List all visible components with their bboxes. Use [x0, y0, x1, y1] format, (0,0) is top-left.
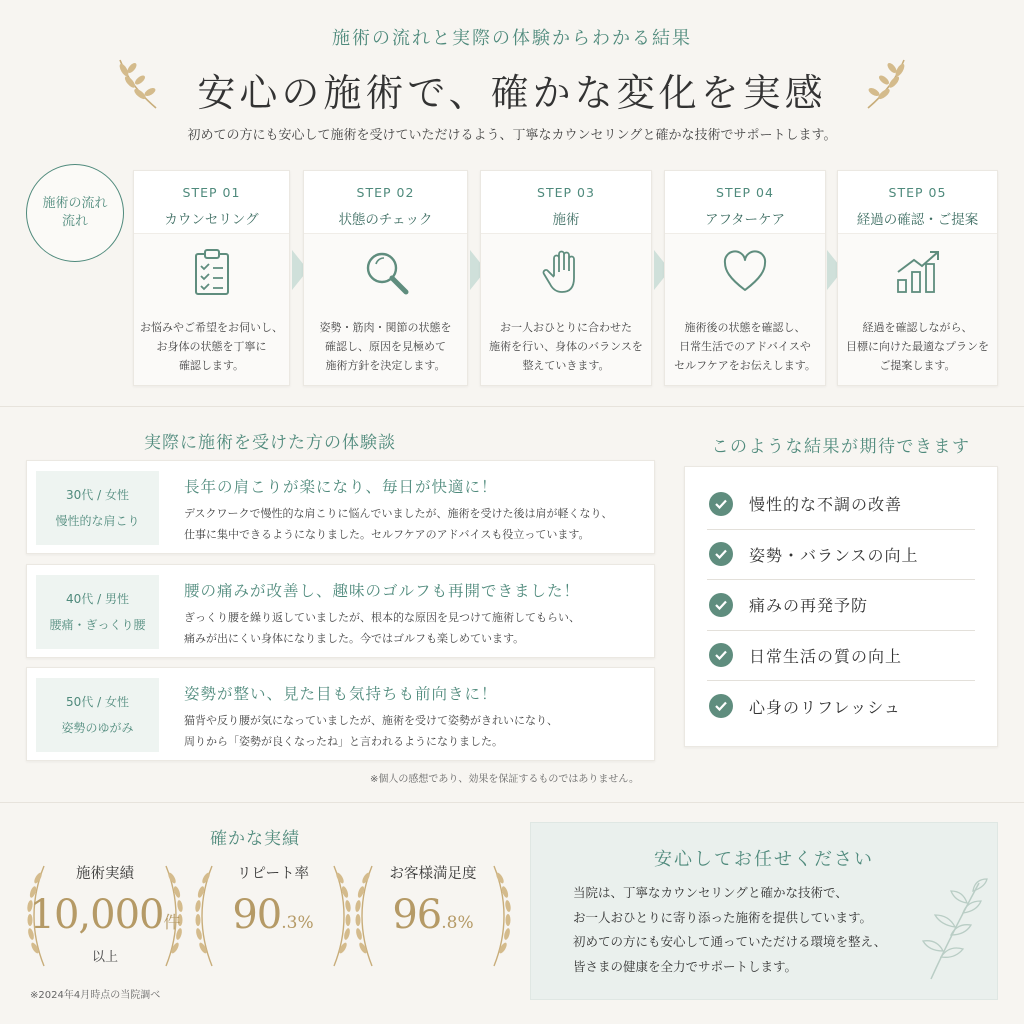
step-number: STEP 02 — [356, 185, 415, 200]
step-desc-line: 姿勢・筋肉・関節の状態を — [319, 321, 452, 334]
step-number: STEP 04 — [716, 185, 774, 200]
testimonial-text-line: 猫背や反り腰が気になっていましたが、施術を受けて姿勢がきれいになり、 — [184, 714, 558, 727]
section-divider — [0, 406, 1024, 407]
check-circle-icon — [709, 643, 733, 667]
step-number: STEP 01 — [182, 185, 241, 200]
step-card-3 — [480, 170, 652, 386]
stat-label: お客様満足度 — [389, 866, 477, 882]
testimonial-text-line: 周りから「姿勢が良くなったね」と言われるようになりました。 — [184, 735, 503, 748]
stats-footnote: ※2024年4月時点の当院調べ — [30, 990, 161, 1001]
check-circle-icon — [709, 542, 733, 566]
testimonial-meta — [36, 471, 159, 545]
step-desc-line: 施術後の状態を確認し、 — [684, 321, 806, 334]
step-card-1 — [133, 170, 290, 386]
stat-repeat-rate — [188, 862, 358, 972]
check-circle-icon — [709, 492, 733, 516]
testimonial-meta — [36, 678, 159, 752]
testimonial-text-line: 痛みが出にくい身体になりました。今ではゴルフも楽しめています。 — [184, 632, 525, 645]
testimonial-title: 腰の痛みが改善し、趣味のゴルフも再開できました！ — [184, 582, 581, 600]
stat-unit: .8% — [441, 913, 474, 933]
step-desc-line: 施術方針を決定します。 — [325, 359, 446, 372]
trust-text-line: 当院は、丁寧なカウンセリングと確かな技術で、 — [573, 885, 848, 900]
results-list — [684, 466, 998, 747]
testimonial-concern: 姿勢のゆがみ — [61, 721, 134, 735]
testimonial-card — [26, 460, 655, 554]
heart-icon — [719, 246, 771, 298]
step-name: カウンセリング — [164, 212, 259, 228]
trust-text-line: 皆さまの健康を全力でサポートします。 — [573, 958, 798, 974]
step-desc-line: 整えていきます。 — [522, 359, 610, 372]
step-desc-line: お悩みやご希望をお伺いし、 — [140, 321, 283, 334]
step-card-4 — [664, 170, 826, 386]
step-desc-line: 日常生活でのアドバイスや — [679, 340, 811, 353]
step-desc-line: お身体の状態を丁寧に — [156, 340, 267, 353]
testimonial-title: 長年の肩こりが楽になり、毎日が快適に！ — [184, 478, 498, 496]
stat-unit: 件 — [163, 913, 181, 933]
page-title: 安心の施術で、確かな変化を実感 — [197, 71, 827, 115]
result-item — [707, 530, 975, 581]
stat-suffix: 以上 — [91, 950, 118, 965]
trust-panel — [530, 822, 998, 1000]
testimonial-card — [26, 564, 655, 658]
hand-icon — [540, 246, 592, 298]
testimonial-card — [26, 667, 655, 761]
testimonial-meta — [36, 575, 159, 649]
result-label: 慢性的な不調の改善 — [749, 495, 903, 515]
step-number: STEP 05 — [888, 185, 947, 200]
results-title: このような結果が期待できます — [711, 437, 971, 457]
check-circle-icon — [709, 593, 733, 617]
testimonials-title: 実際に施術を受けた方の体験談 — [144, 433, 396, 453]
step-name: アフターケア — [704, 212, 786, 228]
step-desc-line: 確認します。 — [178, 359, 245, 372]
clipboard-icon — [186, 246, 238, 298]
step-name: 経過の確認・ご提案 — [856, 212, 979, 228]
section-divider — [0, 802, 1024, 803]
trust-text-line: 初めての方にも安心して通っていただける環境を整え、 — [573, 934, 887, 949]
growth-chart-icon — [892, 246, 944, 298]
stat-label: リピート率 — [237, 866, 309, 882]
testimonial-concern: 腰痛・ぎっくり腰 — [49, 618, 146, 632]
section-kicker: 施術の流れと実際の体験からわかる結果 — [332, 28, 692, 49]
result-item — [707, 479, 975, 530]
step-desc-line: お一人おひとりに合わせた — [500, 321, 632, 334]
result-label: 姿勢・バランスの向上 — [749, 545, 919, 565]
step-desc-line: セルフケアをお伝えします。 — [674, 359, 816, 372]
stat-satisfaction — [348, 862, 518, 972]
flow-badge-line1: 施術の流れ — [42, 195, 108, 211]
stat-unit: .3% — [281, 913, 314, 933]
stat-value: 96 — [392, 892, 442, 938]
testimonial-age: 50代 / 女性 — [66, 695, 129, 709]
testimonial-text-line: デスクワークで慢性的な肩こりに悩んでいましたが、施術を受けた後は肩が軽くなり、 — [184, 507, 613, 520]
laurel-sprig-icon — [862, 56, 912, 112]
result-item — [707, 580, 975, 631]
result-item — [707, 681, 975, 732]
testimonial-text-line: ぎっくり腰を繰り返していましたが、根本的な原因を見つけて施術してもらい、 — [184, 611, 580, 624]
step-desc-line: 確認し、原因を見極めて — [325, 340, 446, 353]
flow-badge — [26, 164, 124, 262]
testimonial-concern: 慢性的な肩こり — [55, 514, 140, 528]
trust-text-line: お一人おひとりに寄り添った施術を提供しています。 — [573, 909, 873, 925]
step-name: 状態のチェック — [338, 212, 433, 228]
testimonial-age: 30代 / 女性 — [66, 488, 129, 502]
testimonial-disclaimer: ※個人の感想であり、効果を保証するものではありません。 — [370, 774, 639, 785]
result-label: 心身のリフレッシュ — [749, 697, 901, 717]
step-desc-line: 施術を行い、身体のバランスを — [489, 340, 643, 353]
page-subtitle: 初めての方にも安心して施術を受けていただけるよう、丁寧なカウンセリングと確かな技術でサポートします。 — [187, 128, 837, 143]
trust-title: 安心してお任せください — [654, 849, 874, 870]
step-card-2 — [303, 170, 468, 386]
testimonial-age: 40代 / 男性 — [66, 592, 129, 606]
stat-treatments — [20, 862, 190, 972]
step-card-5 — [837, 170, 998, 386]
stat-label: 施術実績 — [76, 866, 134, 882]
step-desc-line: ご提案します。 — [879, 359, 956, 372]
result-label: 日常生活の質の向上 — [749, 646, 903, 666]
step-desc-line: 経過を確認しながら、 — [862, 321, 973, 334]
stat-value: 10,000 — [29, 892, 164, 938]
stats-title: 確かな実績 — [210, 829, 300, 849]
step-number: STEP 03 — [537, 185, 595, 200]
leaf-branch-icon — [921, 875, 991, 985]
step-desc-line: 目標に向けた最適なプランを — [846, 340, 989, 353]
result-label: 痛みの再発予防 — [749, 596, 869, 616]
result-item — [707, 631, 975, 682]
check-circle-icon — [709, 694, 733, 718]
testimonial-text-line: 仕事に集中できるようになりました。セルフケアのアドバイスも役立っています。 — [184, 528, 590, 541]
testimonial-title: 姿勢が整い、見た目も気持ちも前向きに！ — [184, 685, 498, 703]
flow-badge-line2: 流れ — [61, 214, 88, 229]
step-name: 施術 — [552, 212, 580, 228]
stat-value: 90 — [232, 892, 282, 938]
magnifier-icon — [360, 246, 412, 298]
